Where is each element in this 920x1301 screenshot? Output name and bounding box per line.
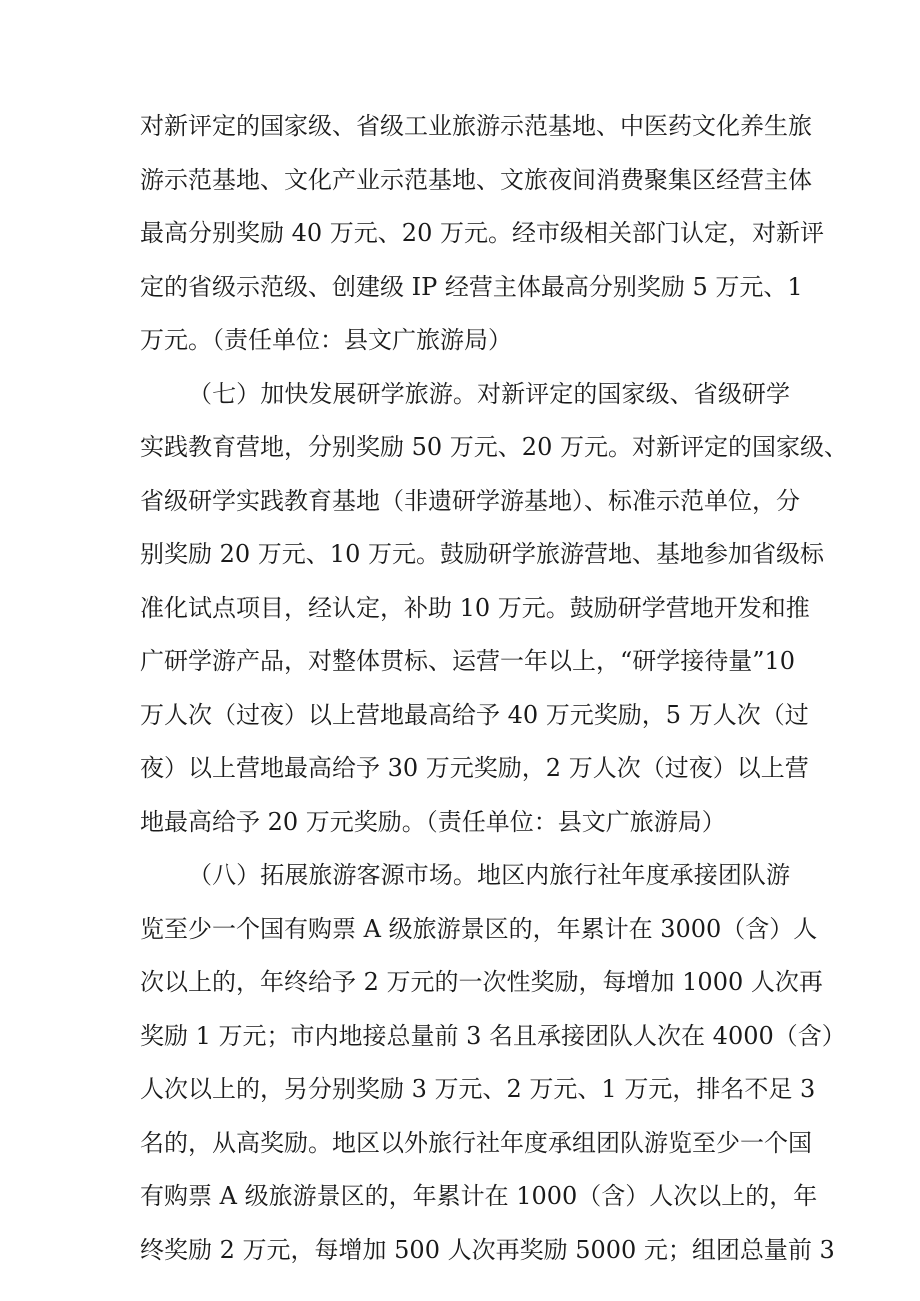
text-line: 有购票 A 级旅游景区的，年累计在 1000（含）人次以上的，年 — [140, 1182, 818, 1210]
text-line: 别奖励 20 万元、10 万元。鼓励研学旅游营地、基地参加省级标 — [140, 540, 824, 568]
text-line: 广研学游产品，对整体贯标、运营一年以上，“研学接待量”10 — [140, 647, 796, 675]
text-line: 人次以上的，另分别奖励 3 万元、2 万元、1 万元，排名不足 3 — [140, 1075, 816, 1103]
text-line: 实践教育营地，分别奖励 50 万元、20 万元。对新评定的国家级、 — [140, 433, 848, 461]
text-line: 对新评定的国家级、省级工业旅游示范基地、中医药文化养生旅 — [140, 112, 812, 140]
document-body — [140, 100, 848, 1277]
text-line: 准化试点项目，经认定，补助 10 万元。鼓励研学营地开发和推 — [140, 593, 810, 622]
text-line: 奖励 1 万元；市内地接总量前 3 名且承接团队人次在 4000（含） — [140, 1021, 846, 1050]
text-line: （七）加快发展研学旅游。对新评定的国家级、省级研学 — [188, 379, 790, 408]
text-line: 夜）以上营地最高给予 30 万元奖励，2 万人次（过夜）以上营 — [140, 754, 809, 782]
paragraph-section-7 — [140, 368, 848, 850]
text-line: 最高分别奖励 40 万元、20 万元。经市级相关部门认定，对新评 — [140, 219, 824, 247]
text-line: 终奖励 2 万元，每增加 500 人次再奖励 5000 元；组团总量前 3 — [140, 1235, 835, 1264]
text-line: 省级研学实践教育基地（非遗研学游基地）、标准示范单位，分 — [140, 486, 800, 515]
text-line: （八）拓展旅游客源市场。地区内旅行社年度承接团队游 — [188, 861, 790, 889]
text-line: 览至少一个国有购票 A 级旅游景区的，年累计在 3000（含）人 — [140, 914, 818, 943]
text-line: 万元。（责任单位：县文广旅游局） — [140, 326, 512, 354]
text-line: 地最高给予 20 万元奖励。（责任单位：县文广旅游局） — [140, 807, 726, 836]
paragraph-continuation — [140, 100, 824, 368]
text-line: 次以上的，年终给予 2 万元的一次性奖励，每增加 1000 人次再 — [140, 968, 823, 996]
text-line: 万人次（过夜）以上营地最高给予 40 万元奖励，5 万人次（过 — [140, 700, 809, 729]
text-line: 定的省级示范级、创建级 IP 经营主体最高分别奖励 5 万元、1 — [140, 272, 803, 301]
paragraph-section-8 — [140, 849, 846, 1277]
text-line: 游示范基地、文化产业示范基地、文旅夜间消费聚集区经营主体 — [140, 165, 812, 194]
text-line: 名的，从高奖励。地区以外旅行社年度承组团队游览至少一个国 — [140, 1128, 812, 1157]
